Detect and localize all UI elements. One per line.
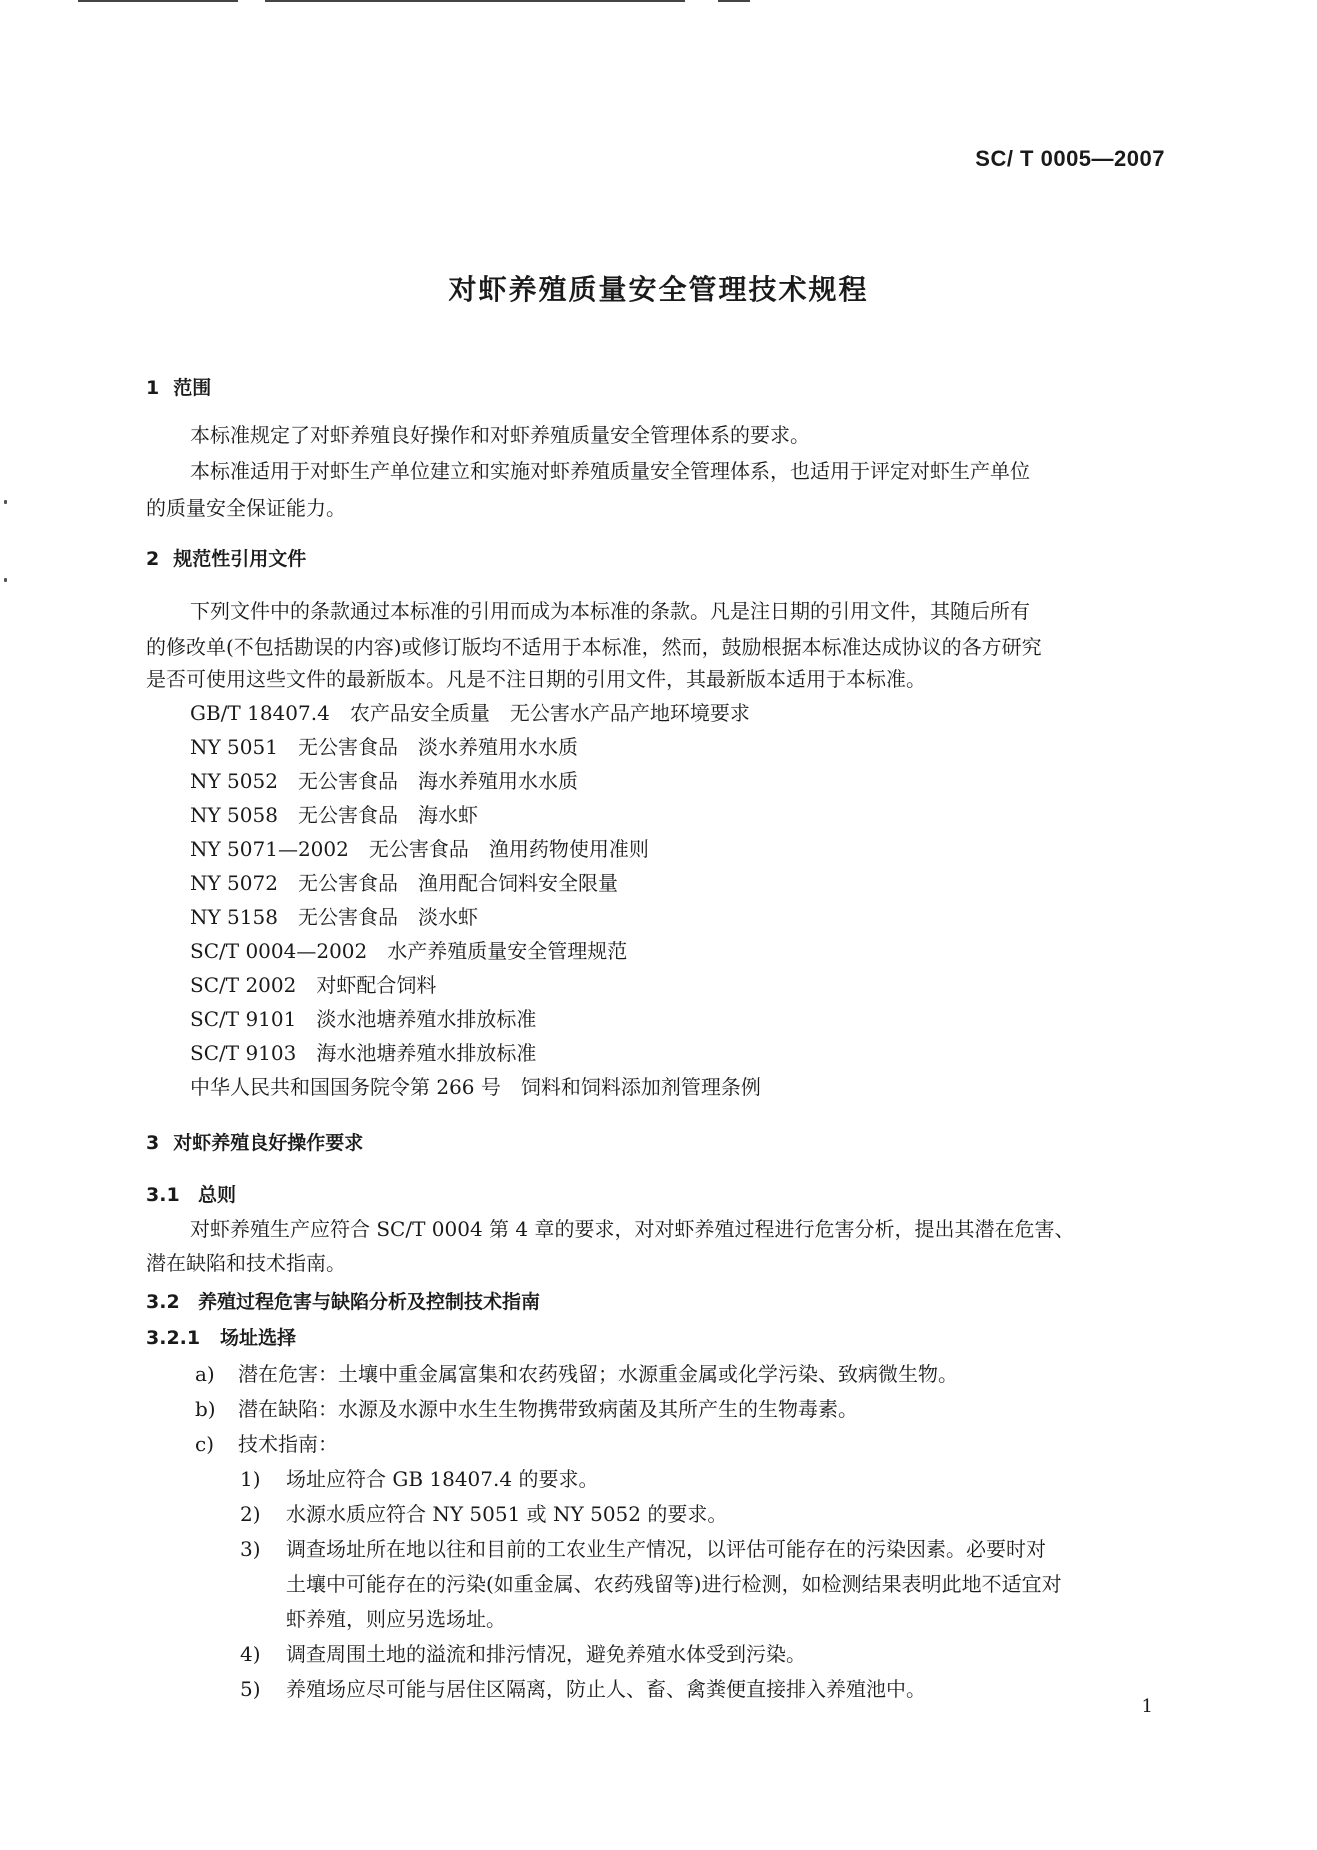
scan-edge-dot	[4, 578, 7, 582]
sublist-item: 场址应符合 GB 18407.4 的要求。	[286, 1467, 599, 1491]
document-title: 对虾养殖质量安全管理技术规程	[448, 273, 869, 306]
reference-item	[190, 938, 627, 964]
reference-title: 淡水池塘养殖水排放标准	[316, 1007, 537, 1031]
reference-code: NY 5051	[190, 735, 278, 759]
list-label: c)	[195, 1432, 215, 1456]
scan-edge-line	[265, 0, 685, 2]
list-item: 技术指南：	[238, 1432, 338, 1456]
page-number: 1	[1141, 1696, 1153, 1717]
sublist-item-continued: 虾养殖，则应另选场址。	[286, 1607, 506, 1631]
paragraph-line: 本标准适用于对虾生产单位建立和实施对虾养殖质量安全管理体系，也适用于评定对虾生产单位	[190, 459, 1030, 483]
section-title: 总则	[198, 1184, 237, 1206]
reference-title: 无公害食品 渔用药物使用准则	[368, 837, 649, 861]
reference-code: GB/T 18407.4	[190, 701, 330, 725]
section-number: 3.2.1	[146, 1327, 201, 1349]
reference-code: NY 5071—2002	[190, 837, 349, 861]
paragraph-line: 是否可使用这些文件的最新版本。凡是不注日期的引用文件，其最新版本适用于本标准。	[146, 667, 926, 691]
list-label: a)	[195, 1362, 215, 1386]
reference-code: NY 5058	[190, 803, 278, 827]
paragraph-line: 的修改单(不包括勘误的内容)或修订版均不适用于本标准，然而，鼓励根据本标准达成协议的各方研究	[146, 635, 1042, 659]
section-title: 场址选择	[220, 1327, 297, 1349]
section-3-2-1-heading	[146, 1325, 296, 1351]
sublist-label: 1)	[240, 1467, 261, 1491]
reference-title: 水产养殖质量安全管理规范	[387, 939, 628, 963]
reference-title: 饲料和饲料添加剂管理条例	[520, 1075, 761, 1099]
sublist-item-continued: 土壤中可能存在的污染(如重金属、农药残留等)进行检测，如检测结果表明此地不适宜对	[286, 1572, 1062, 1596]
list-item: 潜在危害：土壤中重金属富集和农药残留；水源重金属或化学污染、致病微生物。	[238, 1362, 958, 1386]
section-3-heading	[146, 1130, 363, 1156]
reference-title: 无公害食品 海水养殖用水水质	[297, 769, 578, 793]
standard-code: SC/ T 0005—2007	[975, 146, 1165, 171]
section-title: 范围	[173, 377, 212, 399]
reference-title: 无公害食品 海水虾	[297, 803, 478, 827]
paragraph-line: 本标准规定了对虾养殖良好操作和对虾养殖质量安全管理体系的要求。	[190, 423, 810, 447]
list-item: 潜在缺陷：水源及水源中水生生物携带致病菌及其所产生的生物毒素。	[238, 1397, 858, 1421]
reference-code: NY 5052	[190, 769, 278, 793]
reference-item	[190, 836, 649, 862]
paragraph-line: 下列文件中的条款通过本标准的引用而成为本标准的条款。凡是注日期的引用文件，其随后所有	[190, 599, 1030, 623]
section-title: 养殖过程危害与缺陷分析及控制技术指南	[198, 1291, 541, 1313]
reference-item	[190, 700, 750, 726]
sublist-label: 4)	[240, 1642, 261, 1666]
reference-code: NY 5072	[190, 871, 278, 895]
reference-item	[190, 768, 578, 794]
scan-edge-line	[78, 0, 238, 2]
reference-item	[190, 904, 478, 930]
reference-item	[190, 972, 436, 998]
sublist-label: 3)	[240, 1537, 261, 1561]
paragraph-line: 潜在缺陷和技术指南。	[146, 1251, 346, 1275]
reference-title: 对虾配合饲料	[316, 973, 437, 997]
reference-item	[190, 802, 478, 828]
reference-title: 无公害食品 淡水虾	[297, 905, 478, 929]
section-title: 规范性引用文件	[173, 548, 307, 570]
paragraph-line: 的质量安全保证能力。	[146, 496, 346, 520]
section-3-1-heading	[146, 1182, 236, 1208]
reference-title: 农产品安全质量 无公害水产品产地环境要求	[349, 701, 750, 725]
paragraph-line: 对虾养殖生产应符合 SC/T 0004 第 4 章的要求，对对虾养殖过程进行危害分析，提出其潜在危害、	[190, 1217, 1075, 1241]
reference-code: SC/T 9101	[190, 1007, 297, 1031]
section-title: 对虾养殖良好操作要求	[173, 1132, 364, 1154]
section-number: 3.1	[146, 1184, 180, 1206]
list-label: b)	[195, 1397, 216, 1421]
reference-code: 中华人民共和国国务院令第 266 号	[190, 1075, 501, 1099]
reference-item	[190, 1006, 536, 1032]
reference-item	[190, 1074, 761, 1100]
reference-code: SC/T 9103	[190, 1041, 297, 1065]
reference-item	[190, 734, 578, 760]
reference-title: 海水池塘养殖水排放标准	[316, 1041, 537, 1065]
reference-item	[190, 1040, 536, 1066]
reference-item	[190, 870, 618, 896]
reference-title: 无公害食品 淡水养殖用水水质	[297, 735, 578, 759]
section-2-heading	[146, 546, 306, 572]
reference-code: SC/T 2002	[190, 973, 297, 997]
section-number: 3	[146, 1132, 160, 1154]
section-number: 1	[146, 377, 160, 399]
reference-code: SC/T 0004—2002	[190, 939, 368, 963]
sublist-item: 调查场址所在地以往和目前的工农业生产情况，以评估可能存在的污染因素。必要时对	[286, 1537, 1046, 1561]
sublist-item: 养殖场应尽可能与居住区隔离，防止人、畜、禽粪便直接排入养殖池中。	[286, 1677, 926, 1701]
sublist-item: 调查周围土地的溢流和排污情况，避免养殖水体受到污染。	[286, 1642, 806, 1666]
sublist-label: 5)	[240, 1677, 261, 1701]
scan-edge-line	[718, 0, 750, 2]
reference-code: NY 5158	[190, 905, 278, 929]
section-1-heading	[146, 375, 211, 401]
section-number: 3.2	[146, 1291, 180, 1313]
sublist-item: 水源水质应符合 NY 5051 或 NY 5052 的要求。	[286, 1502, 728, 1526]
sublist-label: 2)	[240, 1502, 261, 1526]
section-3-2-heading	[146, 1289, 540, 1315]
section-number: 2	[146, 548, 160, 570]
reference-title: 无公害食品 渔用配合饲料安全限量	[297, 871, 618, 895]
scan-edge-dot	[4, 500, 7, 504]
